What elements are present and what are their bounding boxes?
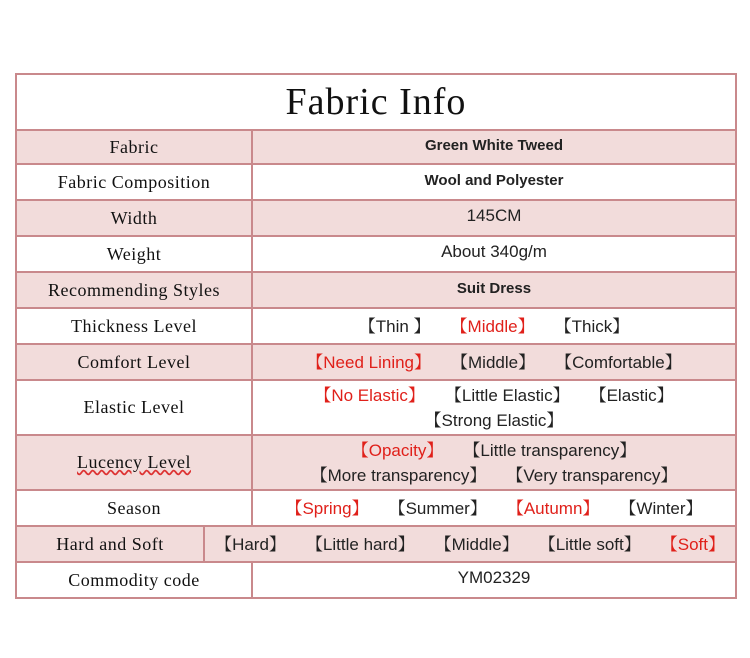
row-season xyxy=(17,491,735,527)
option-line xyxy=(349,312,640,337)
option-selected: 【Opacity】 xyxy=(351,440,444,460)
row-label xyxy=(17,436,253,489)
row-recommending-styles xyxy=(17,273,735,309)
option-line xyxy=(296,348,691,373)
option-line xyxy=(342,436,647,461)
table-title: Fabric Info xyxy=(17,75,735,131)
option-selected: 【Need Lining】 xyxy=(306,352,432,372)
row-weight xyxy=(17,237,735,273)
option-group xyxy=(253,345,735,379)
fabric-info-table xyxy=(15,73,737,599)
row-value: Suit Dress xyxy=(456,279,532,297)
option: 【Comfortable】 xyxy=(555,352,682,372)
option-selected: 【Soft】 xyxy=(660,534,725,554)
option-group xyxy=(253,491,735,525)
row-value: YM02329 xyxy=(457,568,531,587)
option: 【Little transparency】 xyxy=(463,440,637,460)
option: 【Thin 】 xyxy=(358,316,431,336)
option: 【Middle】 xyxy=(434,534,519,554)
option-line xyxy=(205,530,735,555)
row-label: Elastic Level xyxy=(17,381,253,434)
row-label: Fabric xyxy=(17,131,253,163)
row-fabric-composition xyxy=(17,165,735,201)
option-selected: 【Middle】 xyxy=(450,316,535,336)
option: 【Strong Elastic】 xyxy=(424,410,564,430)
option-line xyxy=(415,406,574,431)
row-elastic-level xyxy=(17,381,735,436)
row-label: Comfort Level xyxy=(17,345,253,379)
option-group xyxy=(253,381,735,434)
row-label: Fabric Composition xyxy=(17,165,253,199)
row-label: Hard and Soft xyxy=(17,527,205,561)
option: 【Summer】 xyxy=(388,498,487,518)
option-selected: 【Spring】 xyxy=(285,498,369,518)
option: 【Hard】 xyxy=(215,534,286,554)
option: 【Little Elastic】 xyxy=(444,385,570,405)
row-lucency-level xyxy=(17,436,735,491)
option: 【Little soft】 xyxy=(538,534,641,554)
row-value: About 340g/m xyxy=(441,242,547,261)
option-group xyxy=(253,309,735,343)
row-value: 145CM xyxy=(466,206,522,225)
row-width xyxy=(17,201,735,237)
row-label: Weight xyxy=(17,237,253,271)
option-selected: 【No Elastic】 xyxy=(314,385,425,405)
lucency-label-text: Lucency Level xyxy=(77,452,191,472)
option: 【Very transparency】 xyxy=(506,465,678,485)
option-line xyxy=(275,494,712,519)
row-label: Width xyxy=(17,201,253,235)
option-line xyxy=(304,381,683,406)
row-label: Recommending Styles xyxy=(17,273,253,307)
option: 【More transparency】 xyxy=(310,465,487,485)
row-hard-and-soft xyxy=(17,527,735,563)
row-thickness-level xyxy=(17,309,735,345)
row-label: Season xyxy=(17,491,253,525)
option: 【Winter】 xyxy=(619,498,703,518)
option-group xyxy=(205,527,735,561)
option: 【Thick】 xyxy=(554,316,630,336)
option-group xyxy=(253,436,735,489)
row-commodity-code xyxy=(17,563,735,597)
row-fabric xyxy=(17,131,735,165)
row-label: Thickness Level xyxy=(17,309,253,343)
row-value: Wool and Polyester xyxy=(424,171,564,189)
option: 【Little hard】 xyxy=(305,534,415,554)
option: 【Middle】 xyxy=(451,352,536,372)
option-selected: 【Autumn】 xyxy=(506,498,600,518)
row-label: Commodity code xyxy=(17,563,253,597)
row-comfort-level xyxy=(17,345,735,381)
option: 【Elastic】 xyxy=(589,385,674,405)
option-line xyxy=(301,461,688,486)
row-value: Green White Tweed xyxy=(424,136,564,154)
